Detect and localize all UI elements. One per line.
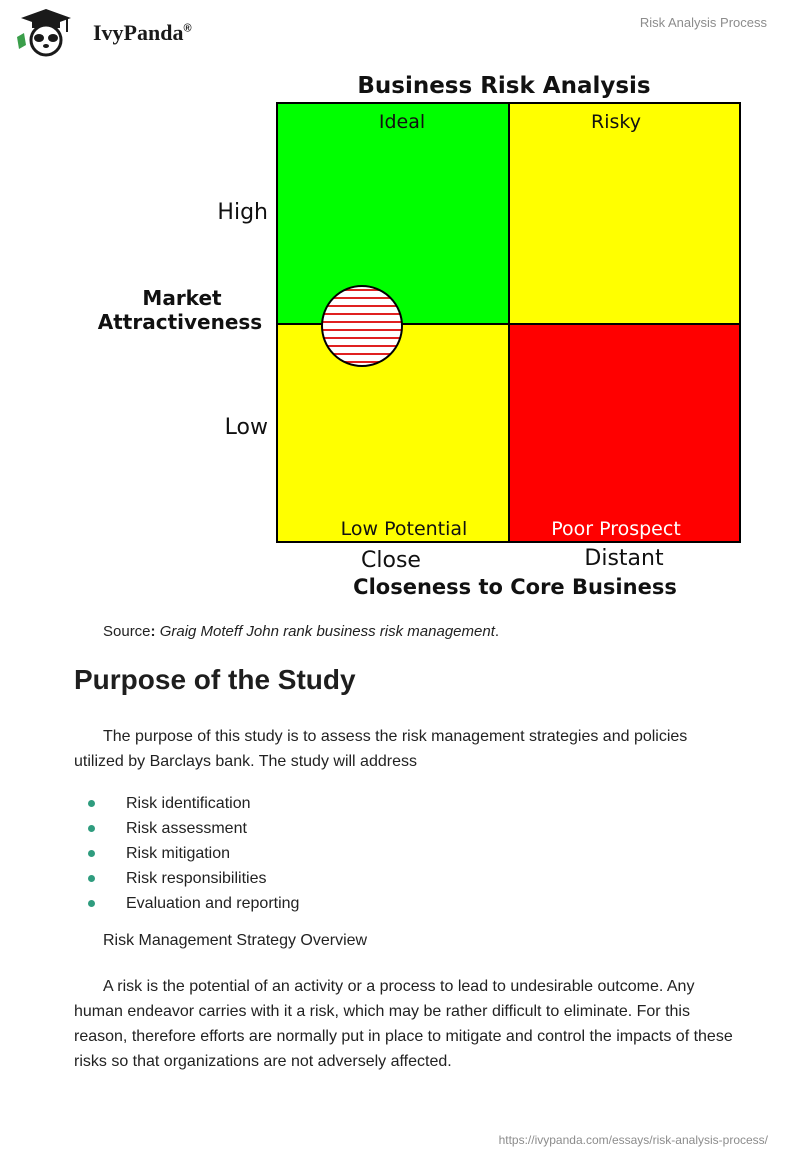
- x-tick-distant: Distant: [584, 546, 664, 571]
- quadrant-label-ideal: Ideal: [378, 111, 426, 133]
- ivypanda-logo[interactable]: [15, 7, 225, 57]
- bullet-icon: [88, 800, 95, 807]
- matrix-title: Business Risk Analysis: [357, 73, 651, 99]
- list-item: Evaluation and reporting: [74, 891, 299, 916]
- study-topics-list: [74, 791, 299, 916]
- list-item: Risk assessment: [74, 816, 299, 841]
- subheading: Risk Management Strategy Overview: [103, 932, 368, 949]
- panda-graduate-icon: [15, 7, 77, 57]
- y-axis-label-line1: Market: [142, 286, 222, 310]
- source-citation: Graig Moteff John rank business risk management: [159, 623, 495, 640]
- bullet-icon: [88, 875, 95, 882]
- quadrant-risky: [509, 104, 740, 324]
- quadrant-label-risky: Risky: [591, 111, 641, 133]
- list-item: Risk responsibilities: [74, 866, 299, 891]
- quadrant-low-potential: [278, 324, 509, 542]
- y-tick-low: Low: [224, 415, 268, 440]
- quadrant-ideal: [278, 104, 509, 324]
- list-item: Risk identification: [74, 791, 299, 816]
- position-marker: [322, 286, 402, 366]
- x-axis-label: Closeness to Core Business: [353, 575, 677, 599]
- section-heading: Purpose of the Study: [74, 664, 356, 695]
- footer-url[interactable]: https://ivypanda.com/essays/risk-analysis-process/: [498, 1133, 768, 1147]
- bullet-icon: [88, 850, 95, 857]
- bullet-icon: [88, 825, 95, 832]
- y-axis-label-line2: Attractiveness: [97, 310, 263, 334]
- quadrant-label-low-potential: Low Potential: [340, 518, 468, 540]
- intro-paragraph: The purpose of this study is to assess the risk management strategies and policies utilized by Barclays bank. The study will address: [74, 728, 688, 770]
- y-tick-high: High: [217, 200, 268, 225]
- bullet-icon: [88, 900, 95, 907]
- x-tick-close: Close: [361, 548, 421, 573]
- header-page-title: Risk Analysis Process: [639, 15, 767, 30]
- business-risk-matrix: [80, 65, 760, 610]
- figure-source: Source: Graig Moteff John rank business risk management.: [103, 623, 500, 640]
- body-paragraph: A risk is the potential of an activity or a process to lead to undesirable outcome. Any human endeavor carries with it a risk, which may be rather difficult to eliminate. For this reason, therefore efforts are normally put in place to mitigate and control the impacts of these risks so that organizations are not adversely affected.: [74, 978, 733, 1070]
- quadrant-label-poor-prospect: Poor Prospect: [551, 518, 681, 540]
- brand-name: IvyPanda®: [93, 20, 192, 45]
- quadrant-poor-prospect: [509, 324, 740, 542]
- page-header: [0, 0, 800, 60]
- list-item: Risk mitigation: [74, 841, 299, 866]
